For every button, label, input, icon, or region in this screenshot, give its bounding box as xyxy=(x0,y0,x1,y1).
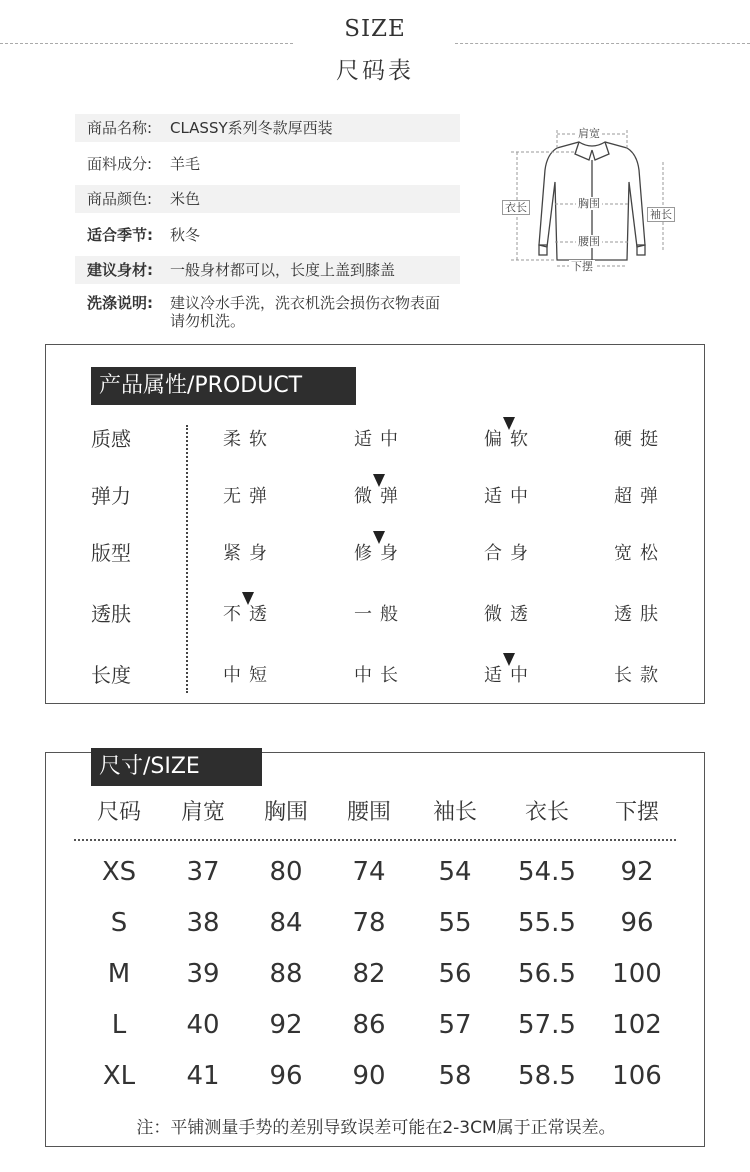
size-cell: 78 xyxy=(352,908,386,938)
attribute-option: 硬挺 xyxy=(614,429,666,450)
attribute-option: 柔软 xyxy=(223,429,275,450)
info-value: CLASSY系列冬款厚西装 xyxy=(170,119,333,137)
jacket-diagram xyxy=(497,120,687,280)
attribute-option: 偏软 xyxy=(484,429,536,450)
size-cell: 96 xyxy=(269,1061,303,1091)
selected-marker-icon xyxy=(242,592,254,605)
selected-marker-icon xyxy=(503,653,515,666)
size-panel-title: 尺寸/SIZE xyxy=(91,748,262,786)
attribute-option: 超弹 xyxy=(614,486,666,507)
size-note: 注：平铺测量手势的差别导致误差可能在2-3CM属于正常误差。 xyxy=(136,1118,616,1138)
attribute-label: 透肤 xyxy=(91,602,131,626)
wash-line-2: 请勿机洗。 xyxy=(170,312,246,330)
attribute-option: 中短 xyxy=(223,665,275,686)
dim-hem: 下摆 xyxy=(571,260,593,273)
size-cell: 54 xyxy=(438,857,472,887)
attribute-option: 无弹 xyxy=(223,486,275,507)
size-cell: 80 xyxy=(269,857,303,887)
attribute-label: 长度 xyxy=(91,663,131,687)
dim-chest: 胸围 xyxy=(578,197,600,210)
wash-line-1: 建议冷水手洗，洗衣机洗会损伤衣物表面 xyxy=(170,294,441,312)
info-row xyxy=(75,256,460,284)
size-cell: 57 xyxy=(438,1010,472,1040)
attribute-option: 适中 xyxy=(484,665,536,686)
size-cell: 37 xyxy=(186,857,220,887)
size-cell: 55.5 xyxy=(518,908,576,938)
size-column-header: 下摆 xyxy=(614,800,659,825)
size-cell: 92 xyxy=(269,1010,303,1040)
size-cell: 96 xyxy=(620,908,654,938)
info-row xyxy=(75,150,460,178)
dim-shoulder: 肩宽 xyxy=(578,127,600,140)
size-cell: 106 xyxy=(612,1061,662,1091)
info-row xyxy=(75,221,460,249)
size-cell: 102 xyxy=(612,1010,662,1040)
size-cell: 38 xyxy=(186,908,220,938)
dim-waist: 腰围 xyxy=(578,235,600,248)
size-cell: 40 xyxy=(186,1010,220,1040)
size-cell: 54.5 xyxy=(518,857,576,887)
product-attributes-panel xyxy=(45,344,705,704)
info-label: 面料成分: xyxy=(87,154,153,173)
attribute-option: 微透 xyxy=(484,604,536,625)
size-cell: 55 xyxy=(438,908,472,938)
size-cell: 57.5 xyxy=(518,1010,576,1040)
attribute-option: 微弹 xyxy=(354,486,406,507)
info-value: 羊毛 xyxy=(170,154,201,173)
size-cell: 58 xyxy=(438,1061,472,1091)
attribute-label: 质感 xyxy=(91,427,131,451)
size-column-header: 胸围 xyxy=(263,800,308,825)
info-value: 一般身材都可以，长度上盖到膝盖 xyxy=(170,261,396,279)
attribute-option: 紧身 xyxy=(223,543,275,564)
size-column-header: 衣长 xyxy=(524,800,569,825)
size-cell: 56.5 xyxy=(518,959,576,989)
attributes-divider xyxy=(186,425,188,693)
selected-marker-icon xyxy=(373,474,385,487)
info-label: 适合季节: xyxy=(87,225,153,244)
header-divider-right xyxy=(455,43,750,44)
size-cell: 84 xyxy=(269,908,303,938)
info-value: 米色 xyxy=(170,190,201,208)
size-cell: 74 xyxy=(352,857,386,887)
attribute-option: 合身 xyxy=(484,543,536,564)
size-column-header: 尺码 xyxy=(96,800,141,825)
selected-marker-icon xyxy=(503,417,515,430)
wash-label: 洗涤说明: xyxy=(87,294,153,312)
size-cell: 88 xyxy=(269,959,303,989)
size-cell: 82 xyxy=(352,959,386,989)
size-cell: 90 xyxy=(352,1061,386,1091)
product-panel-title: 产品属性/PRODUCT xyxy=(91,367,356,405)
size-cell: 41 xyxy=(186,1061,220,1091)
attribute-option: 长款 xyxy=(614,665,666,686)
size-cell: 58.5 xyxy=(518,1061,576,1091)
size-table-panel xyxy=(45,752,705,1147)
info-label: 建议身材: xyxy=(87,261,153,279)
size-column-header: 袖长 xyxy=(432,800,477,825)
info-row xyxy=(75,185,460,213)
attribute-option: 适中 xyxy=(354,429,406,450)
size-column-header: 腰围 xyxy=(346,800,391,825)
size-column-header: 肩宽 xyxy=(180,800,225,825)
selected-marker-icon xyxy=(373,531,385,544)
dim-length: 衣长 xyxy=(502,200,530,215)
attribute-option: 宽松 xyxy=(614,543,666,564)
info-label: 商品名称: xyxy=(87,119,153,137)
size-cell: XS xyxy=(101,857,137,887)
size-cell: 100 xyxy=(612,959,662,989)
attribute-label: 弹力 xyxy=(91,484,131,508)
attribute-option: 适中 xyxy=(484,486,536,507)
info-label: 商品颜色: xyxy=(87,190,153,208)
header-title-cn: 尺码表 xyxy=(336,58,414,84)
attribute-option: 修身 xyxy=(354,543,406,564)
header-title-en: SIZE xyxy=(344,16,406,42)
size-header-divider xyxy=(74,839,676,841)
size-cell: 86 xyxy=(352,1010,386,1040)
attribute-option: 中长 xyxy=(354,665,406,686)
size-cell: 39 xyxy=(186,959,220,989)
attribute-option: 不透 xyxy=(223,604,275,625)
size-cell: XL xyxy=(102,1061,136,1091)
size-cell: 92 xyxy=(620,857,654,887)
size-cell: L xyxy=(111,1010,127,1040)
info-row xyxy=(75,114,460,142)
attribute-option: 透肤 xyxy=(614,604,666,625)
attribute-option: 一般 xyxy=(354,604,406,625)
header-divider-left xyxy=(0,43,293,44)
info-value: 秋冬 xyxy=(170,225,201,244)
size-cell: M xyxy=(107,959,131,989)
dim-sleeve: 袖长 xyxy=(647,207,675,222)
size-cell: S xyxy=(110,908,128,938)
attribute-label: 版型 xyxy=(91,541,131,565)
size-cell: 56 xyxy=(438,959,472,989)
